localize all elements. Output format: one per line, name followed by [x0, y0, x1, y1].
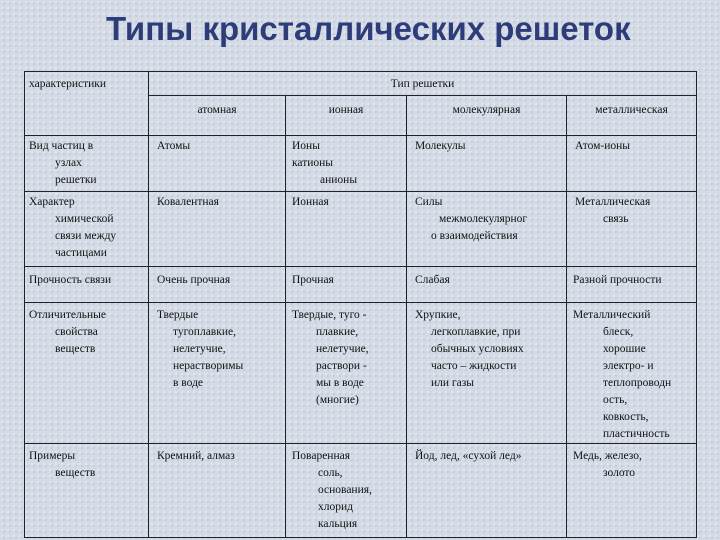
- table-cell: Хрупкие, легкоплавкие, при обычных условиях часто – жидкости или газы: [407, 303, 567, 444]
- header-type-ionic: ионная: [286, 96, 407, 136]
- table-cell: Атомы: [149, 136, 286, 192]
- table-cell: Слабая: [407, 267, 567, 303]
- table-cell: Поваренная соль, основания, хлорид кальция: [286, 444, 407, 538]
- header-type-molecular: молекулярная: [407, 96, 567, 136]
- row-label: Примеры веществ: [25, 444, 149, 538]
- table-cell: Силы межмолекулярног о взаимодействия: [407, 192, 567, 267]
- header-type-atomic: атомная: [149, 96, 286, 136]
- row-label: Вид частиц в узлах решетки: [25, 136, 149, 192]
- row-label: Отличительные свойства веществ: [25, 303, 149, 444]
- table-cell: Кремний, алмаз: [149, 444, 286, 538]
- table-cell: Металлический блеск, хорошие электро- и теплопроводн ость, ковкость, пластичность: [567, 303, 697, 444]
- table-cell: Атом-ионы: [567, 136, 697, 192]
- table-cell: Твердые тугоплавкие, нелетучие, нерастворимы в воде: [149, 303, 286, 444]
- header-type-metallic: металлическая: [567, 96, 697, 136]
- header-characteristics: характеристики: [25, 72, 149, 136]
- table-cell: Металлическая связь: [567, 192, 697, 267]
- table-cell: Разной прочности: [567, 267, 697, 303]
- row-label: Прочность связи: [25, 267, 149, 303]
- table-row: [25, 136, 697, 192]
- table-cell: Медь, железо, золото: [567, 444, 697, 538]
- table-row: [25, 192, 697, 267]
- header-lattice-type: Тип решетки: [149, 72, 697, 96]
- table-cell: Твердые, туго - плавкие, нелетучие, раствори - мы в воде (многие): [286, 303, 407, 444]
- table-cell: Прочная: [286, 267, 407, 303]
- table-row: [25, 444, 697, 538]
- table-cell: Молекулы: [407, 136, 567, 192]
- row-label: Характер химической связи между частицами: [25, 192, 149, 267]
- table-cell: Очень прочная: [149, 267, 286, 303]
- crystal-lattice-table: [24, 71, 697, 538]
- table-cell: Йод, лед, «сухой лед»: [407, 444, 567, 538]
- table-row: [25, 303, 697, 444]
- table-cell: Ионы катионы анионы: [286, 136, 407, 192]
- table-cell: Ионная: [286, 192, 407, 267]
- page-title: Типы кристаллических решеток: [106, 10, 631, 47]
- table-row: [25, 267, 697, 303]
- table-cell: Ковалентная: [149, 192, 286, 267]
